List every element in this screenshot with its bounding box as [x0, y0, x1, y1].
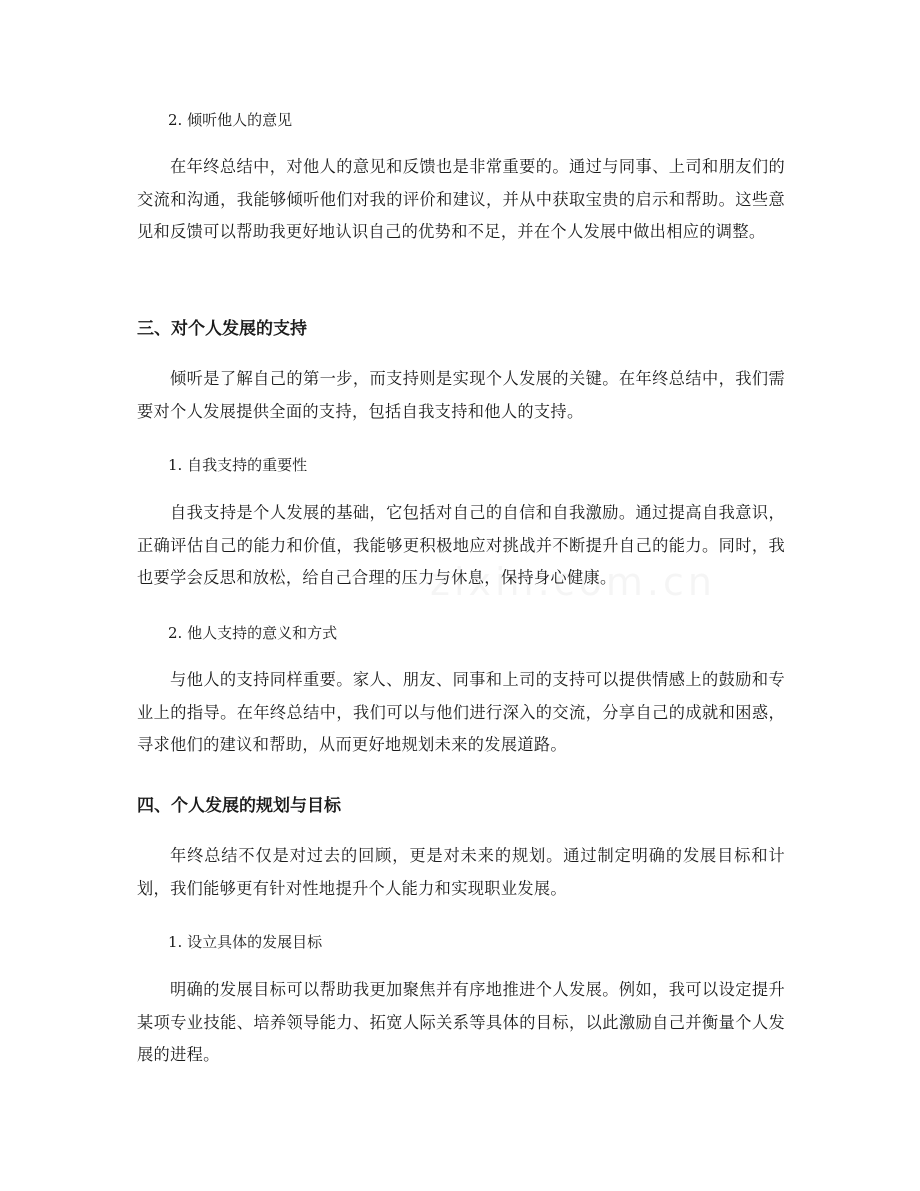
paragraph-others-support: 与他人的支持同样重要。家人、朋友、同事和上司的支持可以提供情感上的鼓励和专业上的指导。在年终总结中，我们可以与他们进行深入的交流，分享自己的成就和困惑，寻求他们的建议和帮助，从而更好地规划未来的发展道路。	[137, 670, 785, 754]
section-heading-planning: 四、个人发展的规划与目标	[137, 796, 341, 816]
paragraph-support-intro: 倾听是了解自己的第一步，而支持则是实现个人发展的关键。在年终总结中，我们需要对个人发展提供全面的支持，包括自我支持和他人的支持。	[137, 369, 785, 421]
subheading-others-support: 2. 他人支持的意义和方式	[168, 624, 338, 642]
paragraph-specific-goals: 明确的发展目标可以帮助我更加聚焦并有序地推进个人发展。例如，我可以设定提升某项专业技能、培养领导能力、拓宽人际关系等具体的目标，以此激励自己并衡量个人发展的进程。	[137, 980, 785, 1064]
paragraph-planning-intro: 年终总结不仅是对过去的回顾，更是对未来的规划。通过制定明确的发展目标和计划，我们能够更有针对性地提升个人能力和实现职业发展。	[137, 846, 785, 898]
section-heading-support: 三、对个人发展的支持	[137, 319, 307, 339]
paragraph-listen-others: 在年终总结中，对他人的意见和反馈也是非常重要的。通过与同事、上司和朋友们的交流和沟通，我能够倾听他们对我的评价和建议，并从中获取宝贵的启示和帮助。这些意见和反馈可以帮助我更好地认识自己的优势和不足，并在个人发展中做出相应的调整。	[137, 157, 785, 241]
paragraph-self-support: 自我支持是个人发展的基础，它包括对自己的自信和自我激励。通过提高自我意识，正确评估自己的能力和价值，我能够更积极地应对挑战并不断提升自己的能力。同时，我也要学会反思和放松，给自己合理的压力与休息，保持身心健康。	[137, 503, 785, 587]
subheading-specific-goals: 1. 设立具体的发展目标	[168, 933, 323, 951]
subheading-self-support: 1. 自我支持的重要性	[168, 456, 308, 474]
subheading-listen-others: 2. 倾听他人的意见	[168, 111, 293, 129]
